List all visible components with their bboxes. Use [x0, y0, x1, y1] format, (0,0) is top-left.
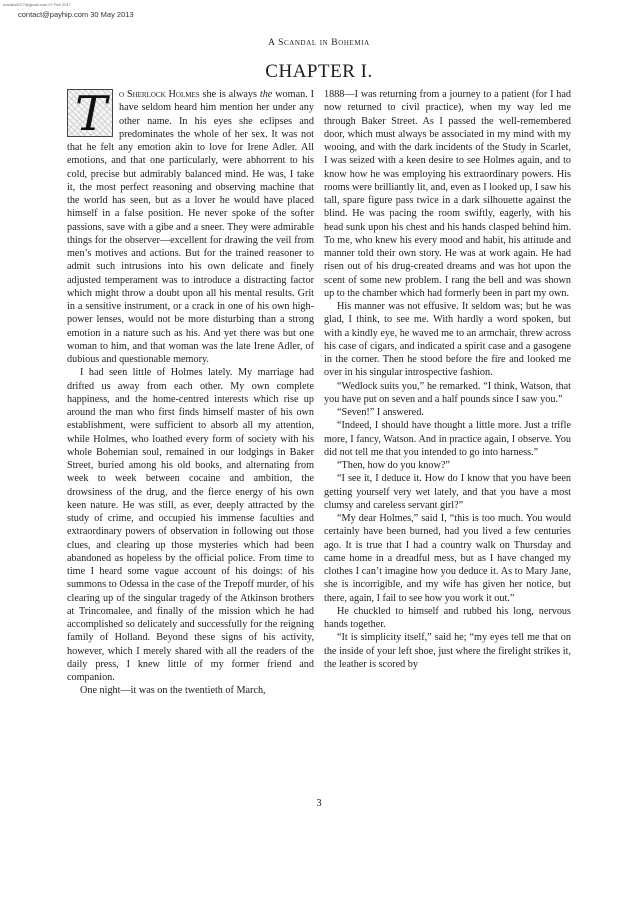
dialogue-paragraph: “I see it, I deduce it. How do I know that you have been getting yourself very wet lately, and that you have a most clumsy and careless servant girl?” [324, 473, 571, 511]
paragraph: I had seen little of Holmes lately. My marriage had drifted us away from each other. My own complete happiness, and the home-centred interests which rise up around the man who first finds himself master of his own establishment, were sufficient to absorb all my attention, while Holmes, who loathed every form of society with his whole Bohemian soul, remained in our lodgings in Baker Street, buried among his old books, and alternating from week to week between cocaine and ambition, the drowsiness of the drug, and the fierce energy of his own keen nature. He was still, as ever, deeply attracted by the study of crime, and occupied his immense faculties and extraordinary powers of observation in following out those clues, and clearing up those mysteries which had been abandoned as hopeless by the official police. From time to time I heard some vague account of his doings: of his summons to Odessa in the case of the Trepoff murder, of his clearing up of the singular tragedy of the Atkinson brothers at Trincomalee, and finally of the mission which he had accomplished so delicately and successfully for the reigning family of Holland. Beyond these signs of his activity, however, which I merely shared with all the readers of the daily press, I knew little of my former friend and companion. [67, 367, 314, 683]
drop-cap-letter: T [74, 86, 107, 142]
paragraph-text: woman. I have seldom heard him mention her under any other name. In his eyes she eclipses and predominates the whole of her sex. It was not that he felt any emotion akin to love for Irene Adler. All emotions, and that one particularly, were abhorrent to his cold, precise but admirably balanced mind. He was, I take it, the most perfect reasoning and observing machine that the world has seen, but as a lover he would have placed himself in a false position. He never spoke of the softer passions, save with a gibe and a sneer. They were admirable things for the observer—excellent for drawing the veil from men’s motives and actions. But for the trained reasoner to admit such intrusions into his own delicate and finely adjusted temperament was to introduce a distracting factor which might throw a doubt upon all his mental results. Grit in a sensitive instrument, or a crack in one of his own high-power lenses, would not be more disturbing than a strong emotion in a nature such as his. And yet there was but one woman to him, and that woman was the late Irene Adler, of dubious and questionable memory. [67, 89, 315, 365]
paragraph-continued: 1888—I was returning from a journey to a patient (for I had now returned to civil practice), when my way led me through Baker Street. As I passed the well-remembered door, which must always be associated in my mind with my wooing, and with the dark incidents of the Study in Scarlet, I was seized with a keen desire to see Holmes again, and to know how he was employing his extraordinary powers. His rooms were brilliantly lit, and, even as I looked up, I saw his tall, spare figure pass twice in a dark silhouette against the blind. He was pacing the room swiftly, eagerly, with his head sunk upon his chest and his hands clasped behind him. To me, who knew his every mood and habit, his attitude and manner told their own story. He was at work again. He had risen out of his drug-created dreams and was hot upon the scent of some new problem. I rang the bell and was shown up to the chamber which had formerly been in part my own. [324, 89, 571, 299]
dialogue-paragraph: “My dear Holmes,” said I, “this is too much. You would certainly have been burned, had you lived a few centuries ago. It is true that I had a country walk on Thursday and came home in a dreadful mess, but as I have changed my clothes I can’t imagine how you deduce it. As to Mary Jane, she is incorrigible, and my wife has given her notice, but there, again, I fail to see how you work it out.” [324, 513, 571, 604]
download-stamp: marlieu4977@gmail.com 07 Feb 2017 [3, 2, 71, 7]
left-column [67, 88, 314, 698]
dialogue-paragraph: “It is simplicity itself,” said he; “my eyes tell me that on the inside of your left shoe, just where the firelight strikes it, the leather is scored by [324, 632, 571, 670]
paragraph: One night—it was on the twentieth of March, [80, 685, 266, 697]
dialogue-paragraph: “Seven!” I answered. [337, 407, 424, 418]
dialogue-paragraph: “Then, how do you know?” [337, 460, 450, 471]
paragraph: He chuckled to himself and rubbed his long, nervous hands together. [324, 605, 571, 630]
purchase-watermark: contact@payhip.com 30 May 2013 [18, 10, 134, 19]
ornamental-drop-cap [67, 86, 113, 142]
opening-small-caps: o Sherlock Holmes [119, 89, 200, 100]
paragraph-text: she is always [199, 89, 260, 100]
page-number: 3 [316, 798, 322, 809]
chapter-title: CHAPTER I. [265, 61, 373, 82]
emphasis-the: the [259, 89, 273, 100]
running-head: A Scandal in Bohemia [268, 38, 370, 48]
dialogue-paragraph: “Wedlock suits you,” he remarked. “I think, Watson, that you have put on seven and a half pounds since I saw you.” [324, 380, 571, 405]
paragraph: His manner was not effusive. It seldom was; but he was glad, I think, to see me. With hardly a word spoken, but with a kindly eye, he waved me to an armchair, threw across his case of cigars, and indicated a spirit case and a gasogene in the corner. Then he stood before the fire and looked me over in his singular introspective fashion. [324, 301, 571, 379]
right-column [324, 88, 571, 671]
dialogue-paragraph: “Indeed, I should have thought a little more. Just a trifle more, I fancy, Watson. And in practice again, I observe. You did not tell me that you intended to go into harness.” [324, 420, 571, 458]
opening-paragraph [67, 88, 314, 366]
